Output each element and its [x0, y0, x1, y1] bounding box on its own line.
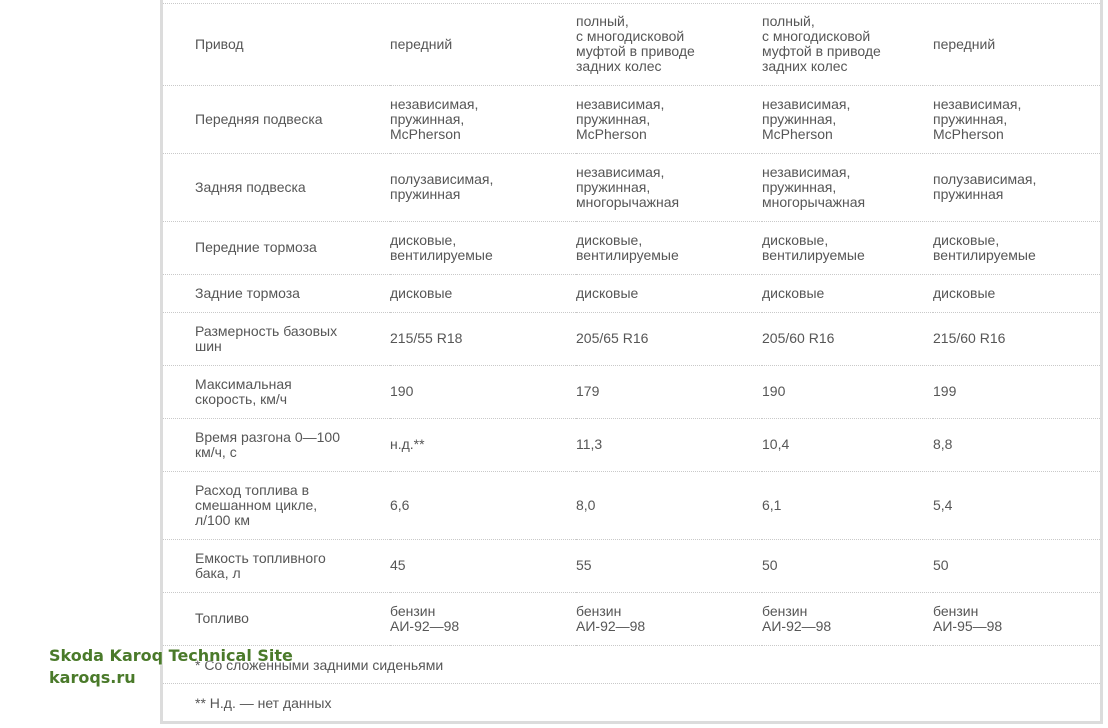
spec-value: [933, 312, 1100, 365]
spec-value: [762, 471, 933, 539]
spec-value: [390, 418, 576, 471]
spec-label-line: бака, л: [195, 564, 241, 581]
spec-label-line: Задняя подвеска: [195, 178, 306, 195]
spec-label-line: Привод: [195, 35, 244, 52]
spec-value-line: полный,: [762, 13, 815, 30]
spec-value: [390, 539, 576, 592]
spec-value: [390, 85, 576, 153]
spec-value-line: вентилируемые: [933, 246, 1036, 263]
spec-label-line: Максимальная: [195, 375, 292, 392]
spec-value: [933, 592, 1100, 645]
spec-value: [933, 221, 1100, 274]
spec-value-line: независимая,: [390, 95, 479, 112]
spec-label: [163, 418, 390, 471]
spec-row: [163, 471, 1100, 539]
spec-value: [933, 365, 1100, 418]
spec-row: [163, 592, 1100, 645]
spec-value-line: McPherson: [762, 125, 833, 142]
spec-label: [163, 539, 390, 592]
spec-row: [163, 365, 1100, 418]
spec-value-line: АИ-95—98: [933, 617, 1003, 634]
spec-value-line: 50: [933, 557, 949, 573]
spec-value-line: 6,6: [390, 496, 410, 513]
spec-value: [576, 365, 762, 418]
spec-value: [762, 592, 933, 645]
spec-value-line: независимая,: [576, 95, 665, 112]
spec-value: [390, 221, 576, 274]
spec-label-line: Размерность базовых: [195, 322, 338, 339]
spec-value: [762, 539, 933, 592]
spec-value-line: 55: [576, 557, 592, 573]
spec-row: [163, 153, 1100, 221]
spec-label-line: смешанном цикле,: [195, 496, 318, 513]
spec-value-line: передний: [390, 35, 453, 52]
watermark-title: Skoda Karoq Technical Site: [49, 646, 293, 665]
spec-value-line: вентилируемые: [762, 246, 865, 263]
watermark-url: karoqs.ru: [49, 668, 136, 687]
spec-value-line: бензин: [933, 602, 979, 619]
spec-value-line: дисковые: [390, 284, 453, 301]
spec-row: [163, 4, 1100, 85]
spec-value-line: 199: [933, 383, 957, 399]
spec-label: [163, 365, 390, 418]
spec-label-line: Емкость топливного: [195, 549, 326, 566]
spec-value: [576, 418, 762, 471]
spec-label-line: Передние тормоза: [195, 239, 317, 255]
spec-value: [933, 153, 1100, 221]
spec-row: [163, 85, 1100, 153]
spec-row: [163, 418, 1100, 471]
spec-value-line: пружинная,: [576, 178, 651, 195]
spec-value: [762, 418, 933, 471]
spec-value-line: 179: [576, 383, 600, 399]
spec-value-line: с многодисковой: [576, 28, 685, 45]
spec-value: [576, 221, 762, 274]
spec-value: [933, 418, 1100, 471]
spec-value-line: АИ-92—98: [390, 617, 460, 634]
spec-value-line: пружинная,: [933, 110, 1008, 127]
spec-value: [933, 85, 1100, 153]
spec-label-line: шин: [195, 337, 222, 354]
spec-value-line: McPherson: [390, 125, 461, 142]
spec-value-line: 205/65 R16: [576, 330, 649, 346]
spec-label: [163, 592, 390, 645]
spec-value-line: 190: [762, 383, 786, 399]
spec-value-line: пружинная,: [390, 110, 465, 127]
spec-value: [576, 539, 762, 592]
spec-value-line: 215/55 R18: [390, 330, 463, 346]
spec-value-line: 11,3: [576, 436, 603, 452]
spec-label: [163, 4, 390, 85]
spec-value-line: вентилируемые: [576, 246, 679, 263]
spec-label: [163, 471, 390, 539]
spec-label: [163, 153, 390, 221]
spec-label: [163, 274, 390, 312]
spec-value: [762, 4, 933, 85]
spec-row: [163, 539, 1100, 592]
spec-value-line: многорычажная: [762, 193, 866, 210]
spec-value: [390, 592, 576, 645]
footnote-seats: * Со сложенными задними сиденьями: [163, 646, 1100, 684]
spec-value-line: бензин: [390, 602, 436, 619]
spec-value-line: пружинная: [933, 186, 1004, 202]
spec-value: [390, 274, 576, 312]
spec-value-line: независимая,: [762, 95, 851, 112]
spec-value-line: 45: [390, 557, 406, 573]
specs-table: [163, 4, 1100, 646]
spec-value-line: 8,8: [933, 436, 953, 452]
spec-row: [163, 274, 1100, 312]
spec-value-line: передний: [933, 35, 996, 52]
spec-value: [933, 4, 1100, 85]
spec-value-line: дисковые: [762, 284, 825, 301]
footnote-no-data: ** Н.д. — нет данных: [195, 695, 332, 711]
spec-value-line: муфтой в приводе: [762, 43, 881, 60]
spec-value-line: задних колес: [576, 58, 662, 75]
spec-label: [163, 312, 390, 365]
spec-value-line: пружинная: [390, 186, 461, 202]
footnotes: [163, 646, 1100, 722]
spec-value-line: дисковые,: [933, 231, 1000, 248]
spec-value-line: пружинная,: [762, 178, 837, 195]
spec-value-line: независимая,: [576, 163, 665, 180]
spec-label-line: Время разгона 0—100: [195, 428, 340, 445]
spec-value: [762, 365, 933, 418]
spec-value-line: независимая,: [933, 95, 1022, 112]
spec-value-line: АИ-92—98: [762, 617, 832, 634]
spec-value-line: 6,1: [762, 496, 782, 513]
spec-value: [576, 312, 762, 365]
spec-value-line: полузависимая,: [390, 171, 494, 187]
spec-value-line: задних колес: [762, 58, 848, 75]
spec-value-line: многорычажная: [576, 193, 680, 210]
spec-value: [576, 4, 762, 85]
spec-value-line: с многодисковой: [762, 28, 871, 45]
spec-value-line: бензин: [762, 602, 808, 619]
spec-value-line: дисковые,: [762, 231, 829, 248]
spec-value: [576, 153, 762, 221]
spec-row: [163, 221, 1100, 274]
spec-value-line: н.д.**: [390, 436, 425, 452]
spec-value-line: дисковые,: [390, 231, 457, 248]
spec-value-line: независимая,: [762, 163, 851, 180]
spec-value: [390, 365, 576, 418]
spec-value-line: муфтой в приводе: [576, 43, 695, 60]
spec-value-line: вентилируемые: [390, 246, 493, 263]
spec-label: [163, 85, 390, 153]
spec-value-line: бензин: [576, 602, 622, 619]
spec-label-line: Задние тормоза: [195, 284, 300, 301]
spec-value-line: 5,4: [933, 496, 953, 513]
spec-value: [933, 471, 1100, 539]
spec-label-line: скорость, км/ч: [195, 390, 288, 407]
spec-value: [390, 312, 576, 365]
spec-value: [576, 471, 762, 539]
spec-value: [762, 221, 933, 274]
site-watermark: [49, 645, 293, 689]
spec-value-line: пружинная,: [576, 110, 651, 127]
spec-value: [390, 471, 576, 539]
spec-value: [762, 312, 933, 365]
spec-value-line: 205/60 R16: [762, 330, 835, 346]
spec-value-line: 190: [390, 383, 414, 399]
spec-value-line: 8,0: [576, 496, 596, 513]
spec-value: [390, 4, 576, 85]
spec-value-line: 215/60 R16: [933, 330, 1006, 346]
spec-value: [762, 85, 933, 153]
spec-value-line: пружинная,: [762, 110, 837, 127]
spec-label-line: Топливо: [195, 610, 249, 626]
spec-label: [163, 221, 390, 274]
spec-label-line: км/ч, с: [195, 443, 237, 460]
spec-value: [933, 539, 1100, 592]
spec-value-line: полузависимая,: [933, 171, 1037, 187]
spec-value-line: полный,: [576, 13, 629, 30]
spec-value: [576, 85, 762, 153]
spec-value-line: 10,4: [762, 436, 790, 452]
spec-value: [762, 153, 933, 221]
spec-label-line: Передняя подвеска: [195, 110, 323, 127]
spec-label-line: л/100 км: [195, 511, 251, 528]
spec-value-line: McPherson: [576, 125, 647, 142]
spec-value: [390, 153, 576, 221]
spec-value: [933, 274, 1100, 312]
spec-value-line: дисковые,: [576, 231, 643, 248]
spec-value-line: АИ-92—98: [576, 617, 646, 634]
spec-value: [576, 274, 762, 312]
spec-value: [762, 274, 933, 312]
spec-label-line: Расход топлива в: [195, 481, 310, 498]
spec-value: [576, 592, 762, 645]
spec-value-line: дисковые: [576, 284, 639, 301]
spec-value-line: 50: [762, 557, 778, 573]
spec-value-line: McPherson: [933, 125, 1004, 142]
spec-value-line: дисковые: [933, 284, 996, 301]
spec-row: [163, 312, 1100, 365]
